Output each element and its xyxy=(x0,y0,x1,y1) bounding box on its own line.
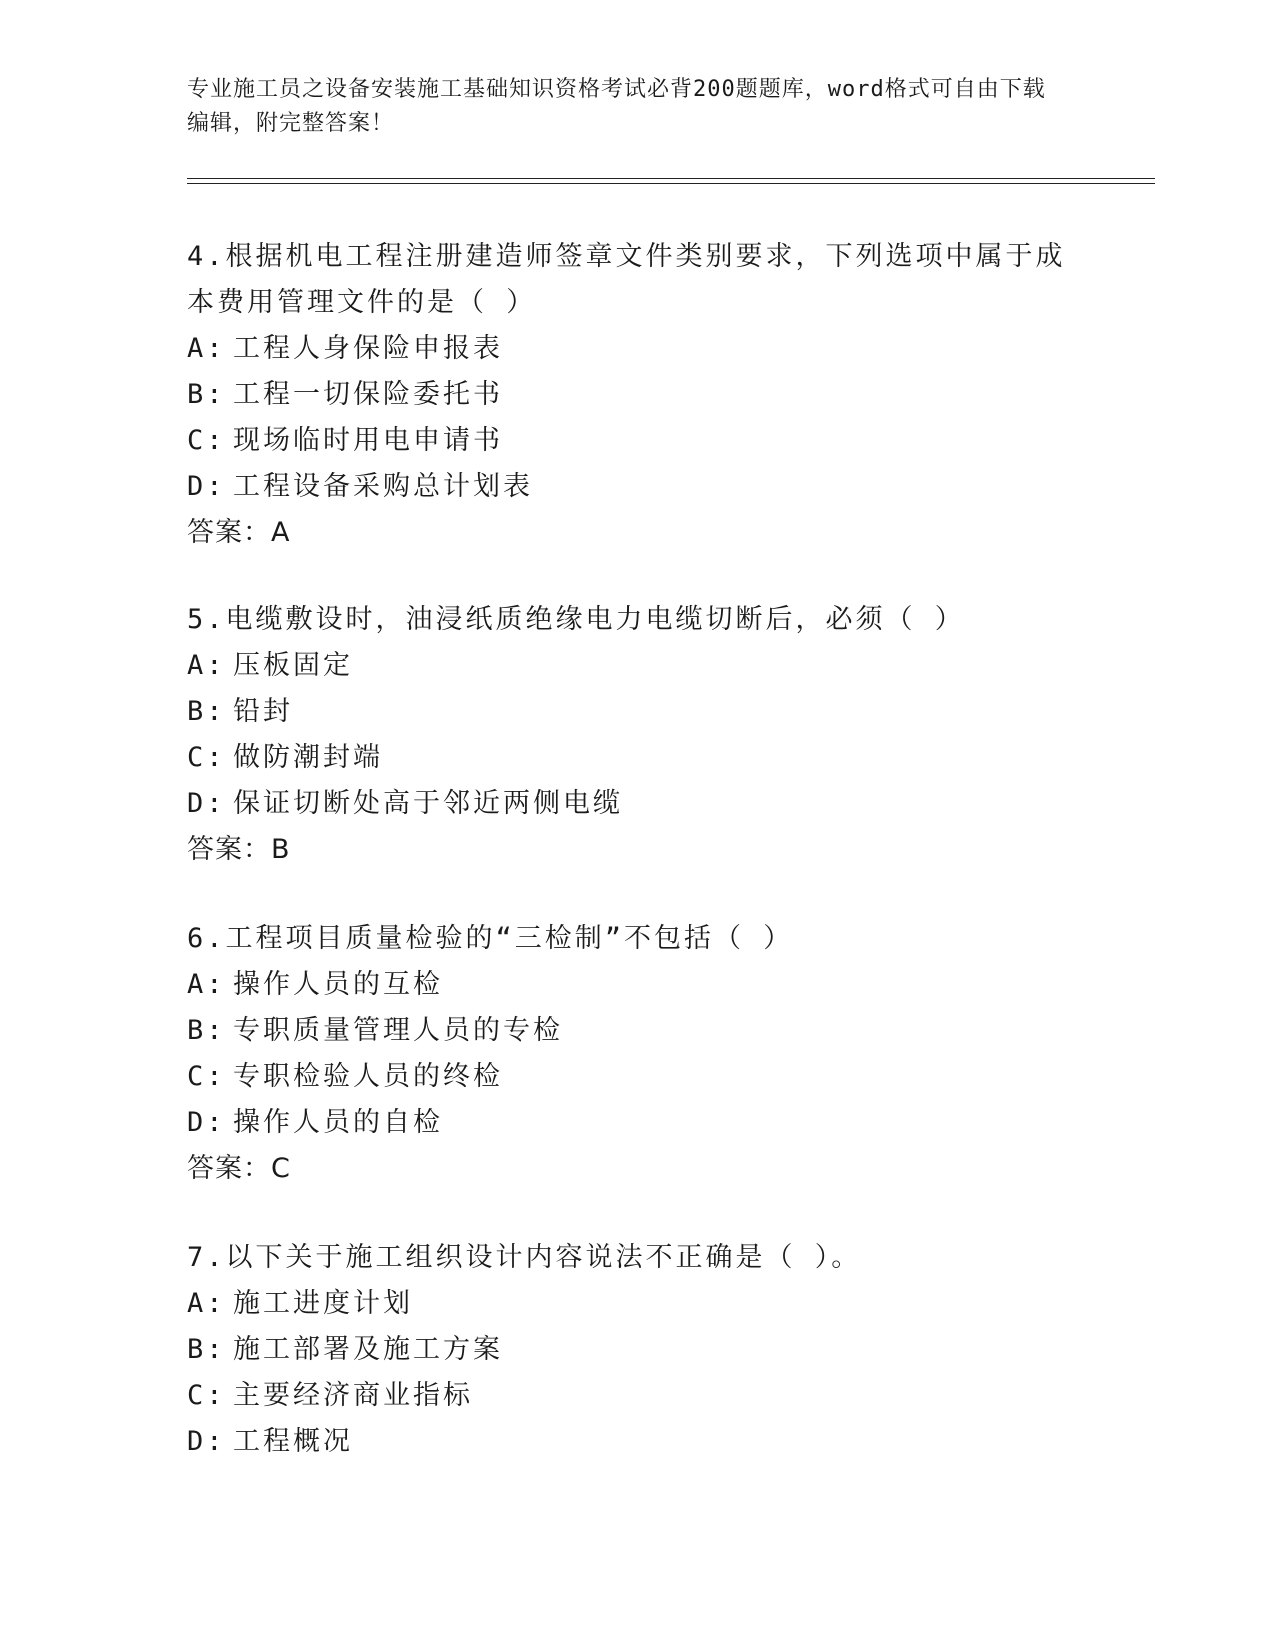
option-key: D: xyxy=(187,1426,226,1457)
option-text: 工程设备采购总计划表 xyxy=(233,471,533,502)
option-key: B: xyxy=(187,696,226,727)
header-divider-bottom xyxy=(187,183,1155,184)
option-c xyxy=(187,1373,1067,1419)
question-4 xyxy=(187,234,1067,556)
option-text: 压板固定 xyxy=(233,650,353,681)
option-text: 专职质量管理人员的专检 xyxy=(233,1015,563,1046)
option-text: 主要经济商业指标 xyxy=(233,1380,473,1411)
option-d xyxy=(187,1419,1067,1465)
option-text: 施工进度计划 xyxy=(233,1288,413,1319)
option-a xyxy=(187,1281,1067,1327)
option-text: 保证切断处高于邻近两侧电缆 xyxy=(233,788,623,819)
option-d xyxy=(187,781,1067,827)
option-key: B: xyxy=(187,1334,226,1365)
answer: 答案：B xyxy=(187,834,291,865)
document-header: 专业施工员之设备安装施工基础知识资格考试必背200题题库，word格式可自由下载编辑，附完整答案！ xyxy=(187,77,1046,136)
option-text: 做防潮封端 xyxy=(233,742,383,773)
option-key: A: xyxy=(187,1288,226,1319)
option-d xyxy=(187,1100,1067,1146)
question-6 xyxy=(187,916,1067,1192)
option-key: A: xyxy=(187,650,226,681)
option-d xyxy=(187,464,1067,510)
option-text: 操作人员的互检 xyxy=(233,969,443,1000)
option-b xyxy=(187,1327,1067,1373)
header-divider-top xyxy=(187,178,1155,179)
option-text: 操作人员的自检 xyxy=(233,1107,443,1138)
option-text: 专职检验人员的终检 xyxy=(233,1061,503,1092)
option-key: D: xyxy=(187,1107,226,1138)
option-a xyxy=(187,643,1067,689)
option-text: 工程一切保险委托书 xyxy=(233,379,503,410)
option-text: 施工部署及施工方案 xyxy=(233,1334,503,1365)
option-a xyxy=(187,326,1067,372)
option-key: A: xyxy=(187,333,226,364)
option-key: D: xyxy=(187,788,226,819)
option-key: B: xyxy=(187,379,226,410)
question-5 xyxy=(187,597,1067,873)
option-key: C: xyxy=(187,1061,226,1092)
option-text: 现场临时用电申请书 xyxy=(233,425,503,456)
option-b xyxy=(187,372,1067,418)
question-7 xyxy=(187,1235,1067,1465)
option-key: A: xyxy=(187,969,226,1000)
option-c xyxy=(187,1054,1067,1100)
option-a xyxy=(187,962,1067,1008)
option-text: 铅封 xyxy=(233,696,293,727)
option-key: C: xyxy=(187,1380,226,1411)
question-stem: 5.电缆敷设时，油浸纸质绝缘电力电缆切断后，必须（ ） xyxy=(187,604,965,635)
option-text: 工程人身保险申报表 xyxy=(233,333,503,364)
option-key: C: xyxy=(187,742,226,773)
option-text: 工程概况 xyxy=(233,1426,353,1457)
option-c xyxy=(187,418,1067,464)
option-b xyxy=(187,689,1067,735)
option-key: C: xyxy=(187,425,226,456)
option-key: B: xyxy=(187,1015,226,1046)
option-b xyxy=(187,1008,1067,1054)
question-stem: 7.以下关于施工组织设计内容说法不正确是（ ）。 xyxy=(187,1242,862,1273)
option-key: D: xyxy=(187,471,226,502)
answer: 答案：C xyxy=(187,1153,291,1184)
question-stem: 4.根据机电工程注册建造师签章文件类别要求，下列选项中属于成本费用管理文件的是（ ） xyxy=(187,241,1066,318)
question-stem: 6.工程项目质量检验的“三检制”不包括（ ） xyxy=(187,923,794,954)
answer: 答案：A xyxy=(187,517,291,548)
option-c xyxy=(187,735,1067,781)
